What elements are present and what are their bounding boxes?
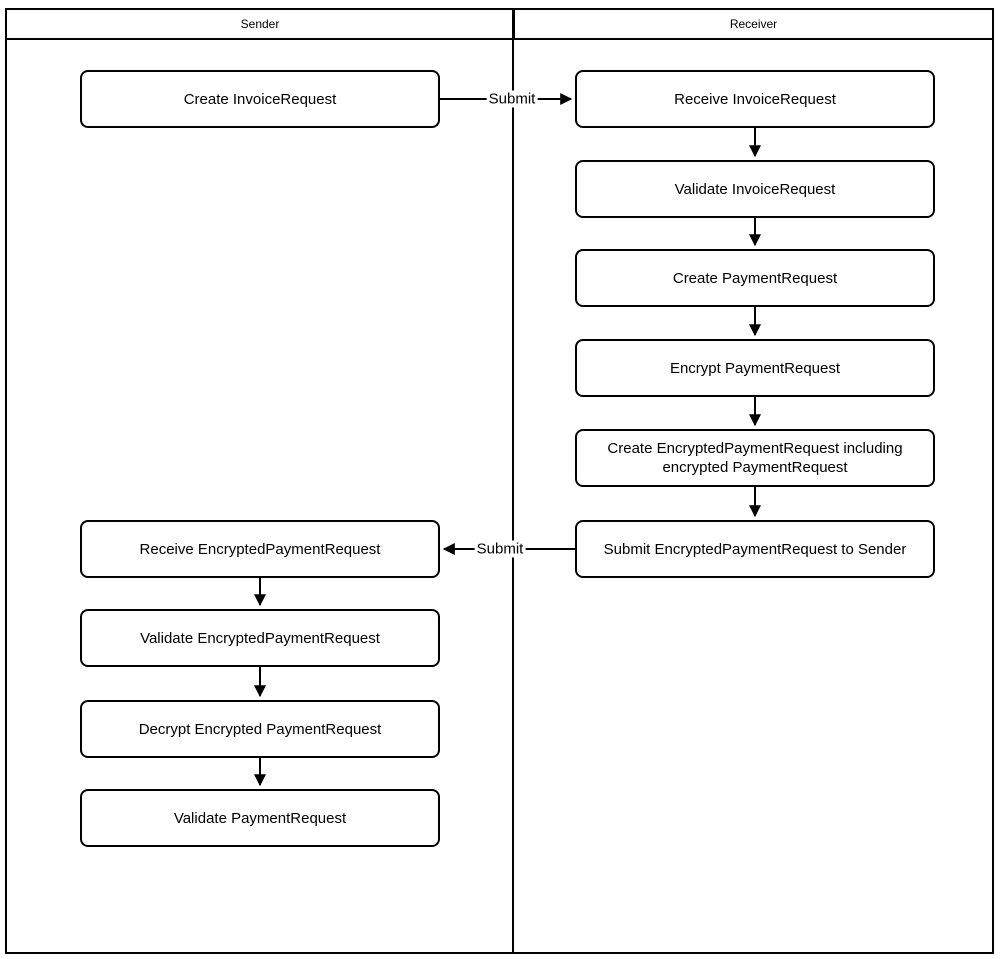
node-create-invoicerequest: Create InvoiceRequest xyxy=(80,70,440,128)
lane-header-receiver xyxy=(515,10,992,38)
node-create-paymentrequest: Create PaymentRequest xyxy=(575,249,935,307)
lane-sender-label: Sender xyxy=(240,17,280,31)
lane-divider xyxy=(512,8,514,954)
node-decrypt-encrypted-paymentrequest: Decrypt Encrypted PaymentRequest xyxy=(80,700,440,758)
edge-label-submit-invoicerequest: Submit xyxy=(488,90,536,108)
node-submit-encryptedpaymentrequest: Submit EncryptedPaymentRequest to Sender xyxy=(575,520,935,578)
node-validate-encryptedpaymentrequest: Validate EncryptedPaymentRequest xyxy=(80,609,440,667)
node-validate-invoicerequest: Validate InvoiceRequest xyxy=(575,160,935,218)
node-receive-encryptedpaymentrequest: Receive EncryptedPaymentRequest xyxy=(80,520,440,578)
node-validate-paymentrequest: Validate PaymentRequest xyxy=(80,789,440,847)
lane-header-row xyxy=(5,8,994,40)
node-receive-invoicerequest: Receive InvoiceRequest xyxy=(575,70,935,128)
lane-header-sender xyxy=(7,10,515,38)
node-encrypt-paymentrequest: Encrypt PaymentRequest xyxy=(575,339,935,397)
edge-label-submit-encryptedpaymentrequest: Submit xyxy=(476,540,524,558)
lane-receiver-label: Receiver xyxy=(729,17,778,31)
node-create-encryptedpaymentrequest: Create EncryptedPaymentRequest including encrypted PaymentRequest xyxy=(575,429,935,487)
